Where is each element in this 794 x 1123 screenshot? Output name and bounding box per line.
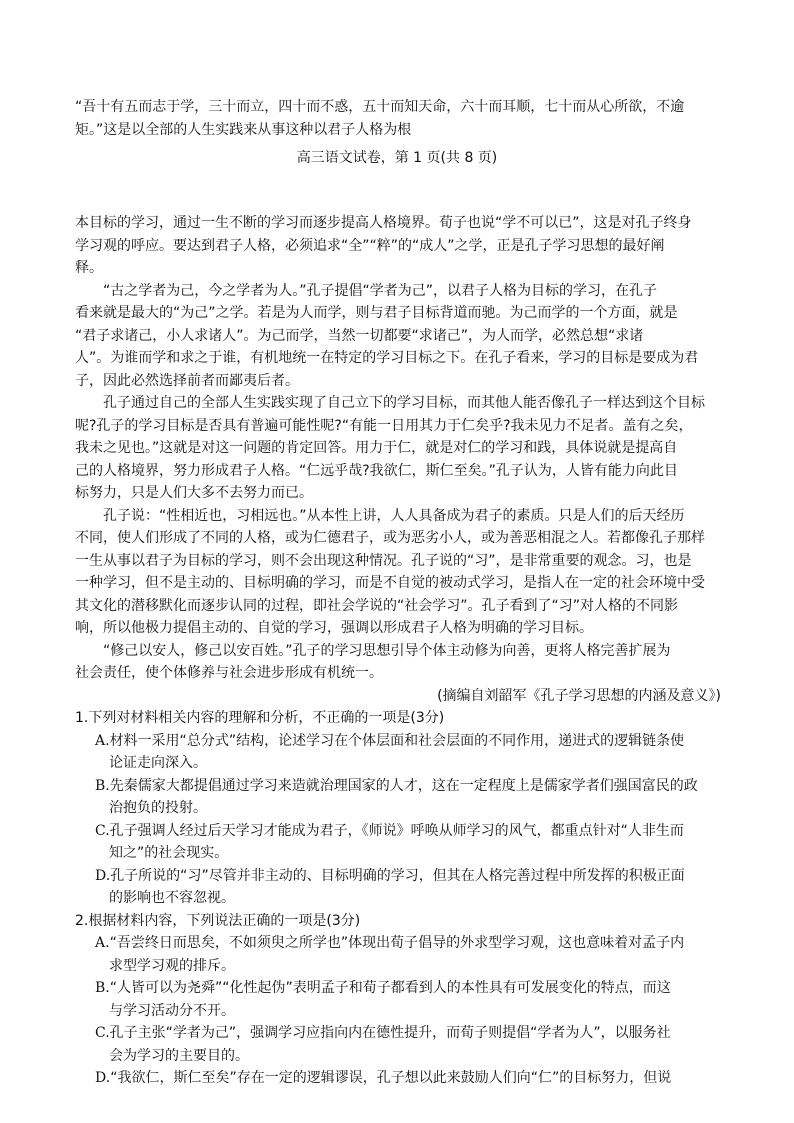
paragraph bbox=[75, 280, 723, 393]
paragraph bbox=[75, 640, 723, 685]
option-text-cont: 论证走向深入。 bbox=[109, 755, 207, 771]
text-line: 不同，使人们形成了不同的人格，或为仁德君子，或为恶劣小人，或为善恶相混之人。若都像孔子那样 bbox=[75, 530, 705, 546]
text-line: “君子求诸己，小人求诸人”。为己而学，当然一切都要“求诸己”，为人而学，必然总想“求诸 bbox=[75, 327, 644, 344]
text-line: 己的人格境界，努力形成君子人格。“仁远乎哉?我欲仁，斯仁至矣。”孔子认为，人皆有能力向此目 bbox=[75, 462, 678, 479]
text-line: “古之学者为己，今之学者为人。”孔子提倡“学者为己”，以君子人格为目标的学习，在孔子 bbox=[103, 282, 658, 299]
question-1 bbox=[75, 707, 723, 910]
text-line: 本目标的学习，通过一生不断的学习而逐步提高人格境界。荀子也说“学不可以已”，这是对孔子终身 bbox=[75, 215, 692, 231]
text-line: 看来就是最大的“为己”之学。若是为人而学，则与君子目标背道而驰。为己而学的一个方面，就是 bbox=[75, 305, 678, 321]
option-a bbox=[75, 730, 723, 775]
option-b bbox=[75, 775, 723, 820]
option-text-cont: 求型学习观的排斥。 bbox=[109, 957, 235, 974]
text-line: 社会责任，使个体修养与社会进步形成有机统一。 bbox=[75, 665, 383, 681]
option-d bbox=[75, 865, 723, 910]
continued-paragraph bbox=[75, 96, 723, 141]
option-text: “吾尝终日而思矣，不如须臾之所学也”体现出荀子倡导的外求型学习观，这也意味着对孟子内 bbox=[109, 935, 685, 951]
option-d bbox=[75, 1067, 723, 1090]
text-line: 响，所以他极力提倡主动的、自觉的学习，强调以形成君子人格为明确的学习目标。 bbox=[75, 620, 593, 636]
option-c bbox=[75, 820, 723, 865]
option-label: B. bbox=[95, 777, 110, 794]
question-stem: 2.根据材料内容，下列说法正确的一项是(3分) bbox=[75, 912, 361, 929]
option-label: B. bbox=[95, 980, 110, 996]
text-line: 人”。为谁而学和求之于谁，有机地统一在特定的学习目标之下。在孔子看来，学习的目标是要成为君 bbox=[75, 350, 699, 366]
option-text-cont: 与学习活动分不开。 bbox=[109, 1002, 235, 1019]
text-line: 一生从事以君子为目标的学习，则不会出现这种情况。孔子说的“习”，是非常重要的观念。习，也是 bbox=[75, 552, 692, 569]
text-line: “吾十有五而志于学，三十而立，四十而不惑，五十而知天命，六十而耳顺，七十而从心所欲，不逾 bbox=[75, 99, 685, 115]
option-label: C. bbox=[95, 1025, 110, 1041]
text-line: 标努力，只是人们大多不去努力而已。 bbox=[75, 485, 313, 501]
question-2 bbox=[75, 910, 723, 1090]
text-line: 矩。”这是以全部的人生实践来从事这种以君子人格为根 bbox=[75, 121, 412, 138]
text-line: 我未之见也。”这就是对这一问题的肯定回答。用力于仁，就是对仁的学习和践，具体说就是提高自 bbox=[75, 440, 678, 456]
page-footer: 高三语文试卷，第 1 页(共 8 页) bbox=[296, 150, 498, 166]
paragraph bbox=[75, 392, 723, 505]
main-content bbox=[75, 212, 723, 1090]
text-line: 释。 bbox=[75, 260, 103, 276]
option-text-cont: 会为学习的主要目的。 bbox=[109, 1047, 249, 1064]
text-line: 孔子说：“性相近也，习相远也。”从本性上讲，人人具备成为君子的素质。只是人们的后天经历 bbox=[103, 507, 685, 524]
option-text: “人皆可以为尧舜”“化性起伪”表明孟子和荀子都看到人的本性具有可发展变化的特点，而这 bbox=[109, 980, 671, 996]
option-label: D. bbox=[95, 867, 111, 884]
option-text-cont: 治抱负的投射。 bbox=[109, 800, 207, 816]
question-stem: 1.下列对材料相关内容的理解和分析，不正确的一项是(3分) bbox=[75, 710, 445, 726]
option-a bbox=[75, 932, 723, 977]
option-b bbox=[75, 977, 723, 1022]
text-line: 呢?孔子的学习目标是否具有普遍可能性呢?“有能一日用其力于仁矣乎?我未见力不足者。盖有之矣， bbox=[75, 417, 693, 434]
text-line: 子，因此必然选择前者而鄙夷后者。 bbox=[75, 372, 299, 389]
option-text-cont: 的影响也不容忽视。 bbox=[109, 890, 235, 906]
text-line: 学习观的呼应。要达到君子人格，必须追求“全”“粹”的“成人”之学，正是孔子学习思想的最好阐 bbox=[75, 237, 665, 254]
option-label: D. bbox=[95, 1070, 111, 1086]
text-line: 其文化的潜移默化而逐步认同的过程，即社会学说的“社会学习”。孔子看到了“习”对人格的不同影 bbox=[75, 597, 679, 614]
option-c bbox=[75, 1022, 723, 1067]
option-text: 孔子所说的“习”尽管并非主动的、目标明确的学习，但其在人格完善过程中所发挥的积极正面 bbox=[110, 867, 685, 884]
paragraph bbox=[75, 212, 723, 280]
option-label: A. bbox=[95, 935, 110, 951]
option-text: 先秦儒家大都提倡通过学习来造就治理国家的人才，这在一定程度上是儒家学者们强国富民的政 bbox=[109, 777, 698, 794]
option-text: 孔子主张“学者为己”，强调学习应指向内在德性提升，而荀子则提倡“学者为人”，以服务社 bbox=[109, 1025, 671, 1041]
option-label: C. bbox=[95, 822, 110, 839]
text-line: 一种学习，但不是主动的、目标明确的学习，而是不自觉的被动式学习，是指人在一定的社会环境中受 bbox=[75, 575, 705, 591]
option-text: “我欲仁，斯仁至矣”存在一定的逻辑谬误，孔子想以此来鼓励人们向“仁”的目标努力，但说 bbox=[110, 1070, 672, 1086]
option-text: 材料一采用“总分式”结构，论述学习在个体层面和社会层面的不同作用，递进式的逻辑链条使 bbox=[109, 732, 685, 749]
option-text-cont: 知之”的社会现实。 bbox=[109, 845, 229, 861]
paragraph bbox=[75, 505, 723, 640]
option-label: A. bbox=[95, 732, 110, 749]
text-line: “修己以安人，修己以安百姓。”孔子的学习思想引导个体主动修为向善，更将人格完善扩展为 bbox=[103, 642, 671, 659]
option-text: 孔子强调人经过后天学习才能成为君子，《师说》呼唤从师学习的风气，都重点针对“人非生而 bbox=[109, 822, 684, 839]
text-line: 孔子通过自己的全部人生实践实现了自己立下的学习目标，而其他人能否像孔子一样达到这个目标 bbox=[103, 395, 705, 411]
source-citation: (摘编自刘韶军《孔子学习思想的内涵及意义》) bbox=[437, 687, 721, 704]
